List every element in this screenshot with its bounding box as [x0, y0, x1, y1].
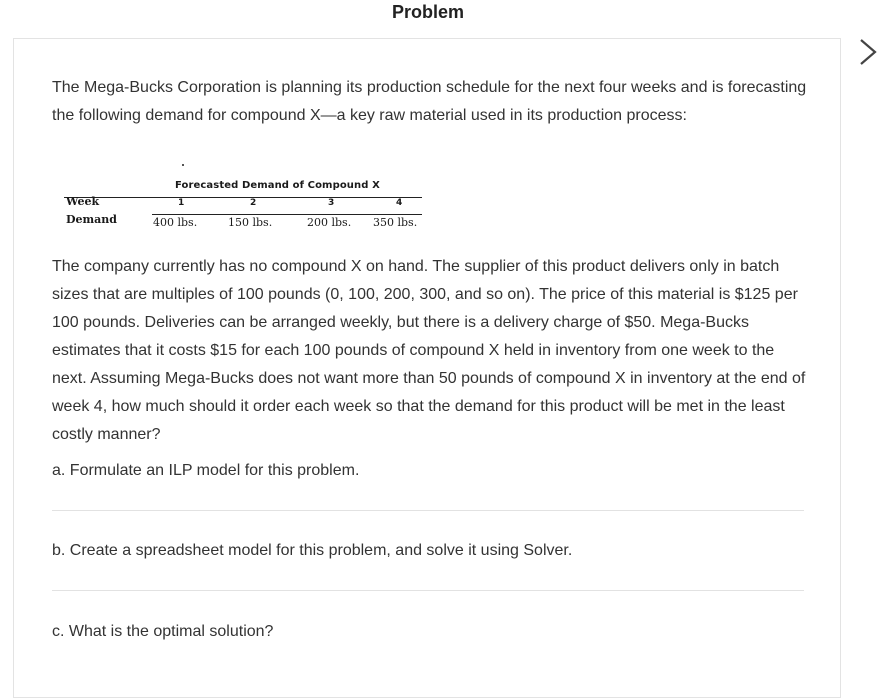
- table-demand-cell: 150 lbs.: [228, 216, 273, 229]
- problem-body: The company currently has no compound X on hand. The supplier of this product delivers only in batch sizes that are multiples of 100 pounds (0, 100, 200, 300, and so on). The price of this material is $125 per 100 pounds. Deliveries can be arranged weekly, but there is a delivery charge of $50. Mega-Bucks estimates that it costs $15 for each 100 pounds of compound X held in inventory from one week to the next. Assuming Mega-Bucks does not want more than 50 pounds of compound X in inventory at the end of week 4, how much should it order each week so that the demand for this product will be met in the least costly manner?: [52, 258, 806, 443]
- divider: [52, 510, 804, 511]
- question-a: a. Formulate an ILP model for this problem.: [52, 462, 360, 479]
- divider: [52, 590, 804, 591]
- table-week-cell: 4: [396, 198, 403, 208]
- table-artifact-dot: [182, 164, 184, 166]
- table-rule-top: [64, 197, 422, 198]
- table-week-cell: 3: [328, 198, 335, 208]
- question-c: c. What is the optimal solution?: [52, 623, 274, 640]
- table-week-cell: 2: [250, 198, 257, 208]
- table-demand-cell: 400 lbs.: [153, 216, 198, 229]
- demand-table: [64, 164, 424, 238]
- table-demand-cell: 350 lbs.: [373, 216, 418, 229]
- page-title: Problem: [391, 2, 465, 22]
- question-b: b. Create a spreadsheet model for this problem, and solve it using Solver.: [52, 542, 573, 559]
- table-rule-mid: [152, 214, 422, 215]
- table-demand-cell: 200 lbs.: [307, 216, 352, 229]
- table-row-label-week: Week: [66, 195, 100, 208]
- table-row-label-demand: Demand: [66, 213, 117, 226]
- table-title: Forecasted Demand of Compound X: [175, 180, 380, 191]
- chevron-right-icon[interactable]: [856, 36, 880, 68]
- chevron-right-icon-graphic: [856, 36, 880, 68]
- table-week-cell: 1: [178, 198, 185, 208]
- problem-intro: The Mega-Bucks Corporation is planning its production schedule for the next four weeks and is forecasting the following demand for compound X—a key raw material used in its production process:: [52, 79, 807, 124]
